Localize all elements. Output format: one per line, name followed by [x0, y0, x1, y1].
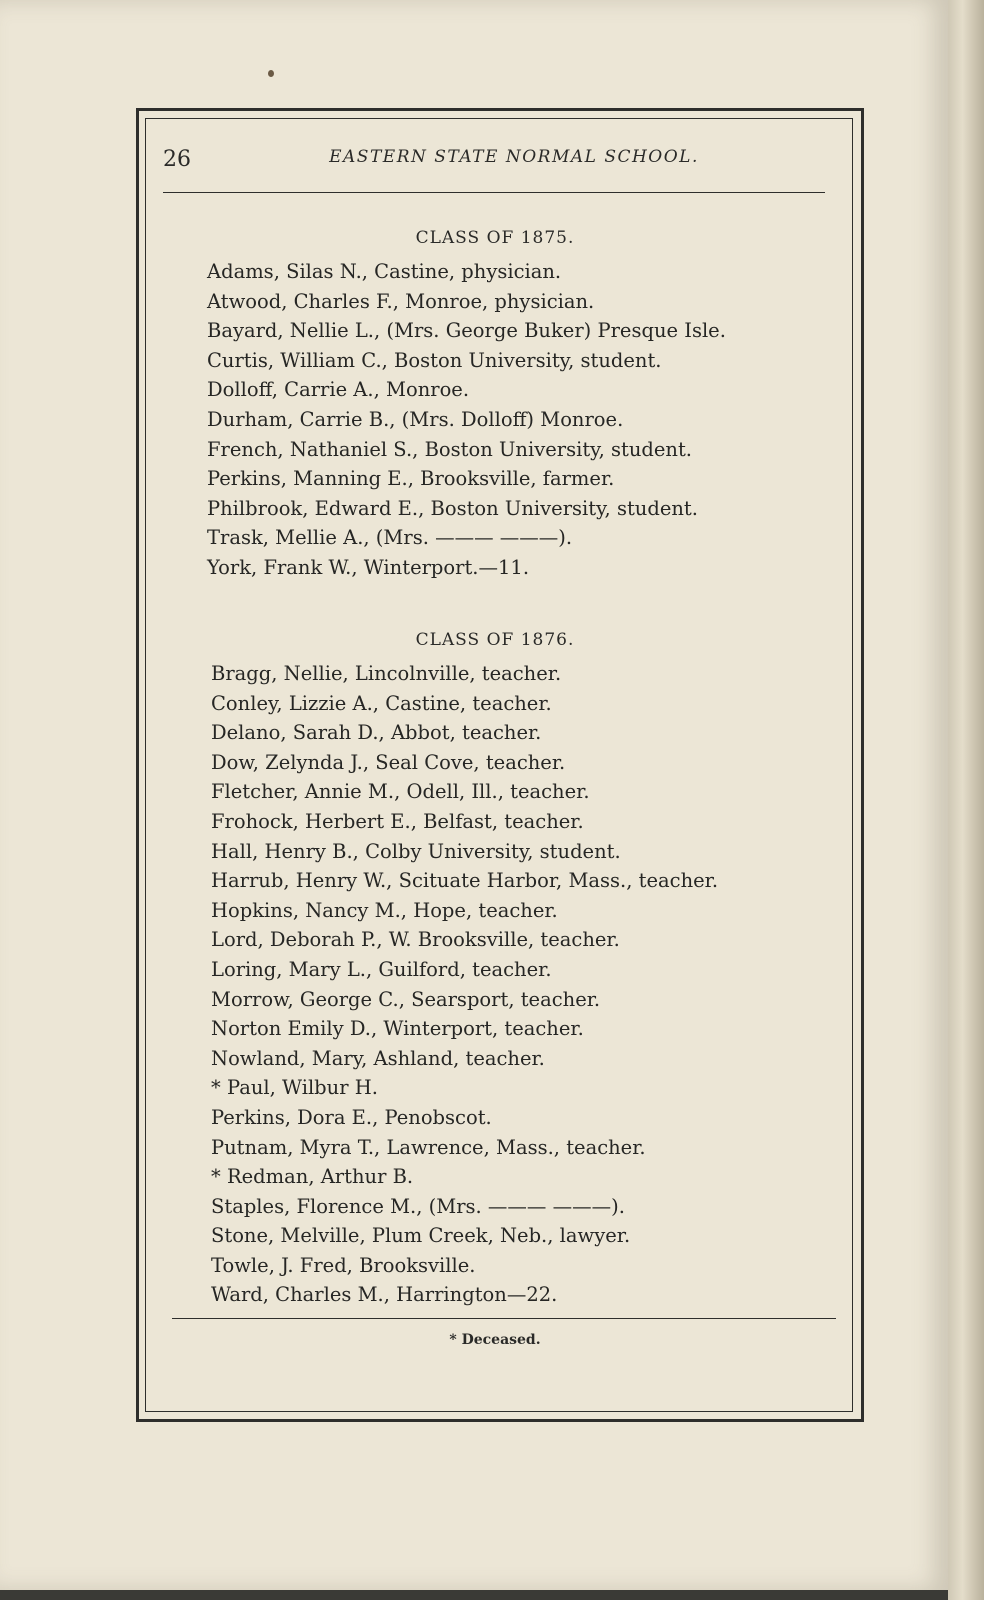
- graduate-entry: French, Nathaniel S., Boston University, student.: [207, 437, 693, 461]
- page-header: [163, 145, 825, 175]
- class-1876-heading: CLASS OF 1876.: [415, 630, 575, 650]
- graduate-entry: Conley, Lizzie A., Castine, teacher.: [211, 691, 552, 715]
- class-1875-list: [207, 257, 726, 583]
- graduate-entry: Fletcher, Annie M., Odell, Ill., teacher.: [211, 780, 590, 804]
- graduate-entry: Perkins, Manning E., Brooksville, farmer.: [207, 467, 615, 491]
- graduate-entry: Philbrook, Edward E., Boston University, student.: [207, 496, 698, 520]
- graduate-entry: Staples, Florence M., (Mrs. ——— ———).: [211, 1194, 625, 1218]
- graduate-entry: Loring, Mary L., Guilford, teacher.: [211, 957, 552, 981]
- graduate-entry: Dolloff, Carrie A., Monroe.: [207, 378, 470, 402]
- graduate-entry: Hopkins, Nancy M., Hope, teacher.: [211, 898, 558, 922]
- graduate-entry: Harrub, Henry W., Scituate Harbor, Mass., teacher.: [211, 869, 719, 893]
- graduate-entry: Stone, Melville, Plum Creek, Neb., lawyer.: [211, 1224, 631, 1248]
- graduate-entry: Hall, Henry B., Colby University, student.: [211, 839, 621, 863]
- graduate-entry: * Redman, Arthur B.: [211, 1165, 414, 1189]
- graduate-entry: Durham, Carrie B., (Mrs. Dolloff) Monroe.: [207, 407, 624, 431]
- graduate-entry: York, Frank W., Winterport.—11.: [207, 555, 530, 579]
- next-page-edge: [948, 0, 984, 1600]
- running-title: EASTERN STATE NORMAL SCHOOL.: [329, 147, 699, 167]
- graduate-entry: Frohock, Herbert E., Belfast, teacher.: [211, 809, 584, 833]
- graduate-entry: Norton Emily D., Winterport, teacher.: [211, 1017, 584, 1041]
- page-number: 26: [163, 147, 191, 172]
- class-1875-heading: CLASS OF 1875.: [415, 228, 575, 248]
- graduate-entry: Lord, Deborah P., W. Brooksville, teacher.: [211, 928, 620, 952]
- graduate-entry: Towle, J. Fred, Brooksville.: [211, 1253, 476, 1277]
- graduate-entry: Trask, Mellie A., (Mrs. ——— ———).: [207, 526, 573, 550]
- graduate-entry: Perkins, Dora E., Penobscot.: [211, 1105, 492, 1129]
- graduate-entry: Dow, Zelynda J., Seal Cove, teacher.: [211, 750, 566, 774]
- paper-speck: [268, 70, 274, 77]
- graduate-entry: Ward, Charles M., Harrington—22.: [211, 1283, 558, 1307]
- footnote: * Deceased.: [449, 1332, 541, 1348]
- graduate-entry: Morrow, George C., Searsport, teacher.: [211, 987, 601, 1011]
- graduate-entry: Atwood, Charles F., Monroe, physician.: [207, 289, 595, 313]
- graduate-entry: Delano, Sarah D., Abbot, teacher.: [211, 721, 542, 745]
- graduate-entry: Adams, Silas N., Castine, physician.: [207, 260, 562, 283]
- graduate-entry: Bayard, Nellie L., (Mrs. George Buker) Presque Isle.: [207, 319, 726, 343]
- graduate-entry: * Paul, Wilbur H.: [211, 1076, 378, 1100]
- graduate-entry: Bragg, Nellie, Lincolnville, teacher.: [211, 662, 562, 685]
- graduate-entry: Nowland, Mary, Ashland, teacher.: [211, 1046, 545, 1070]
- graduate-entry: Putnam, Myra T., Lawrence, Mass., teacher.: [211, 1135, 646, 1159]
- class-1876-list: [211, 659, 718, 1310]
- graduate-entry: Curtis, William C., Boston University, student.: [207, 348, 662, 372]
- footnote-rule: [172, 1318, 836, 1319]
- header-rule: [163, 192, 825, 193]
